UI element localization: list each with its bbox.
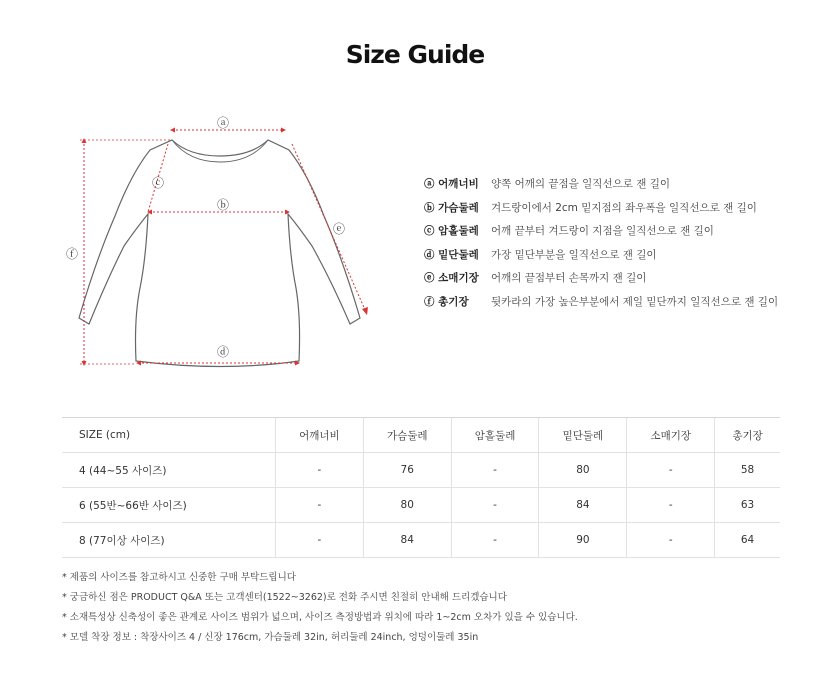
legend-item — [424, 270, 824, 294]
marker-f: ⓕ — [65, 247, 79, 261]
table-header-row — [62, 418, 780, 453]
legend-term: 소매기장 — [438, 272, 479, 284]
table-row — [62, 523, 780, 558]
legend-term: 밑단둘레 — [438, 248, 479, 261]
table-cell: 4 (44~55 사이즈) — [62, 453, 276, 488]
table-cell: - — [627, 453, 715, 488]
table-cell: 80 — [363, 488, 451, 523]
legend-item — [424, 200, 824, 224]
legend-marker: ⓓ — [424, 248, 435, 261]
column-header: 밑단둘레 — [539, 418, 627, 453]
table-cell: 84 — [539, 488, 627, 523]
garment-diagram — [60, 108, 390, 378]
table-cell: 8 (77이상 사이즈) — [62, 523, 276, 558]
measurement-legend — [424, 176, 824, 317]
table-cell: - — [276, 488, 364, 523]
table-cell: 84 — [363, 523, 451, 558]
table-cell: 64 — [715, 523, 780, 558]
note-line: * 제품의 사이즈를 참고하시고 신중한 구매 부탁드립니다 — [62, 572, 296, 583]
note-line: * 모델 착장 정보 : 착장사이즈 4 / 신장 176cm, 가슴둘레 32in, 허리둘레 24inch, 엉덩이둘레 35in — [62, 632, 479, 643]
table-cell: - — [451, 453, 539, 488]
notes — [62, 570, 802, 650]
legend-desc: 어깨의 끝점부터 손목까지 잰 길이 — [491, 272, 647, 284]
shirt-outline — [79, 140, 360, 367]
legend-desc: 양쪽 어깨의 끝점을 일직선으로 잰 길이 — [491, 178, 670, 190]
marker-e: ⓔ — [332, 222, 346, 236]
legend-term: 암홀둘레 — [438, 225, 479, 237]
column-header: 어깨너비 — [276, 418, 364, 453]
legend-desc: 어깨 끝부터 겨드랑이 지점을 일직선으로 잰 길이 — [491, 225, 714, 237]
table-cell: - — [276, 453, 364, 488]
table-cell: 76 — [363, 453, 451, 488]
column-header: 암홀둘레 — [451, 418, 539, 453]
legend-desc: 겨드랑이에서 2cm 밑지점의 좌우폭을 일직선으로 잰 길이 — [491, 201, 757, 214]
marker-d: ⓓ — [216, 345, 230, 359]
legend-term: 총기장 — [438, 295, 469, 308]
note-line: * 소재특성상 신축성이 좋은 관계로 사이즈 범위가 넓으며, 사이즈 측정방법과 위치에 따라 1~2cm 오차가 있을 수 있습니다. — [62, 612, 578, 623]
table-cell: 90 — [539, 523, 627, 558]
marker-a: ⓐ — [216, 116, 230, 130]
legend-marker: ⓒ — [424, 225, 435, 237]
note-line: * 궁금하신 점은 PRODUCT Q&A 또는 고객센터(1522~3262)로 전화 주시면 친절히 안내해 드리겠습니다 — [62, 592, 507, 603]
table-cell: 6 (55반~66반 사이즈) — [62, 488, 276, 523]
column-header: SIZE (cm) — [62, 418, 276, 453]
legend-marker: ⓐ — [424, 178, 435, 190]
table-cell: 80 — [539, 453, 627, 488]
table-cell: 58 — [715, 453, 780, 488]
size-table — [62, 417, 780, 558]
legend-desc: 뒷카라의 가장 높은부분에서 제일 밑단까지 일직선으로 잰 길이 — [491, 295, 779, 308]
column-header: 소매기장 — [627, 418, 715, 453]
legend-marker: ⓑ — [424, 201, 435, 214]
legend-marker: ⓔ — [424, 272, 435, 284]
legend-item — [424, 294, 824, 318]
page-title: Size Guide — [345, 40, 485, 69]
table-cell: - — [451, 488, 539, 523]
legend-marker: ⓕ — [424, 295, 435, 308]
column-header: 총기장 — [715, 418, 780, 453]
marker-b: ⓑ — [216, 198, 230, 212]
column-header: 가슴둘레 — [363, 418, 451, 453]
legend-term: 어깨너비 — [438, 178, 479, 190]
table-cell: - — [627, 488, 715, 523]
table-row — [62, 488, 780, 523]
legend-item — [424, 247, 824, 271]
table-cell: - — [627, 523, 715, 558]
table-cell: - — [276, 523, 364, 558]
table-cell: 63 — [715, 488, 780, 523]
table-cell: - — [451, 523, 539, 558]
legend-item — [424, 176, 824, 200]
marker-c: ⓒ — [151, 176, 165, 190]
legend-term: 가슴둘레 — [438, 201, 479, 214]
table-row — [62, 453, 780, 488]
legend-item — [424, 223, 824, 247]
legend-desc: 가장 밑단부분을 일직선으로 잰 길이 — [491, 248, 657, 261]
